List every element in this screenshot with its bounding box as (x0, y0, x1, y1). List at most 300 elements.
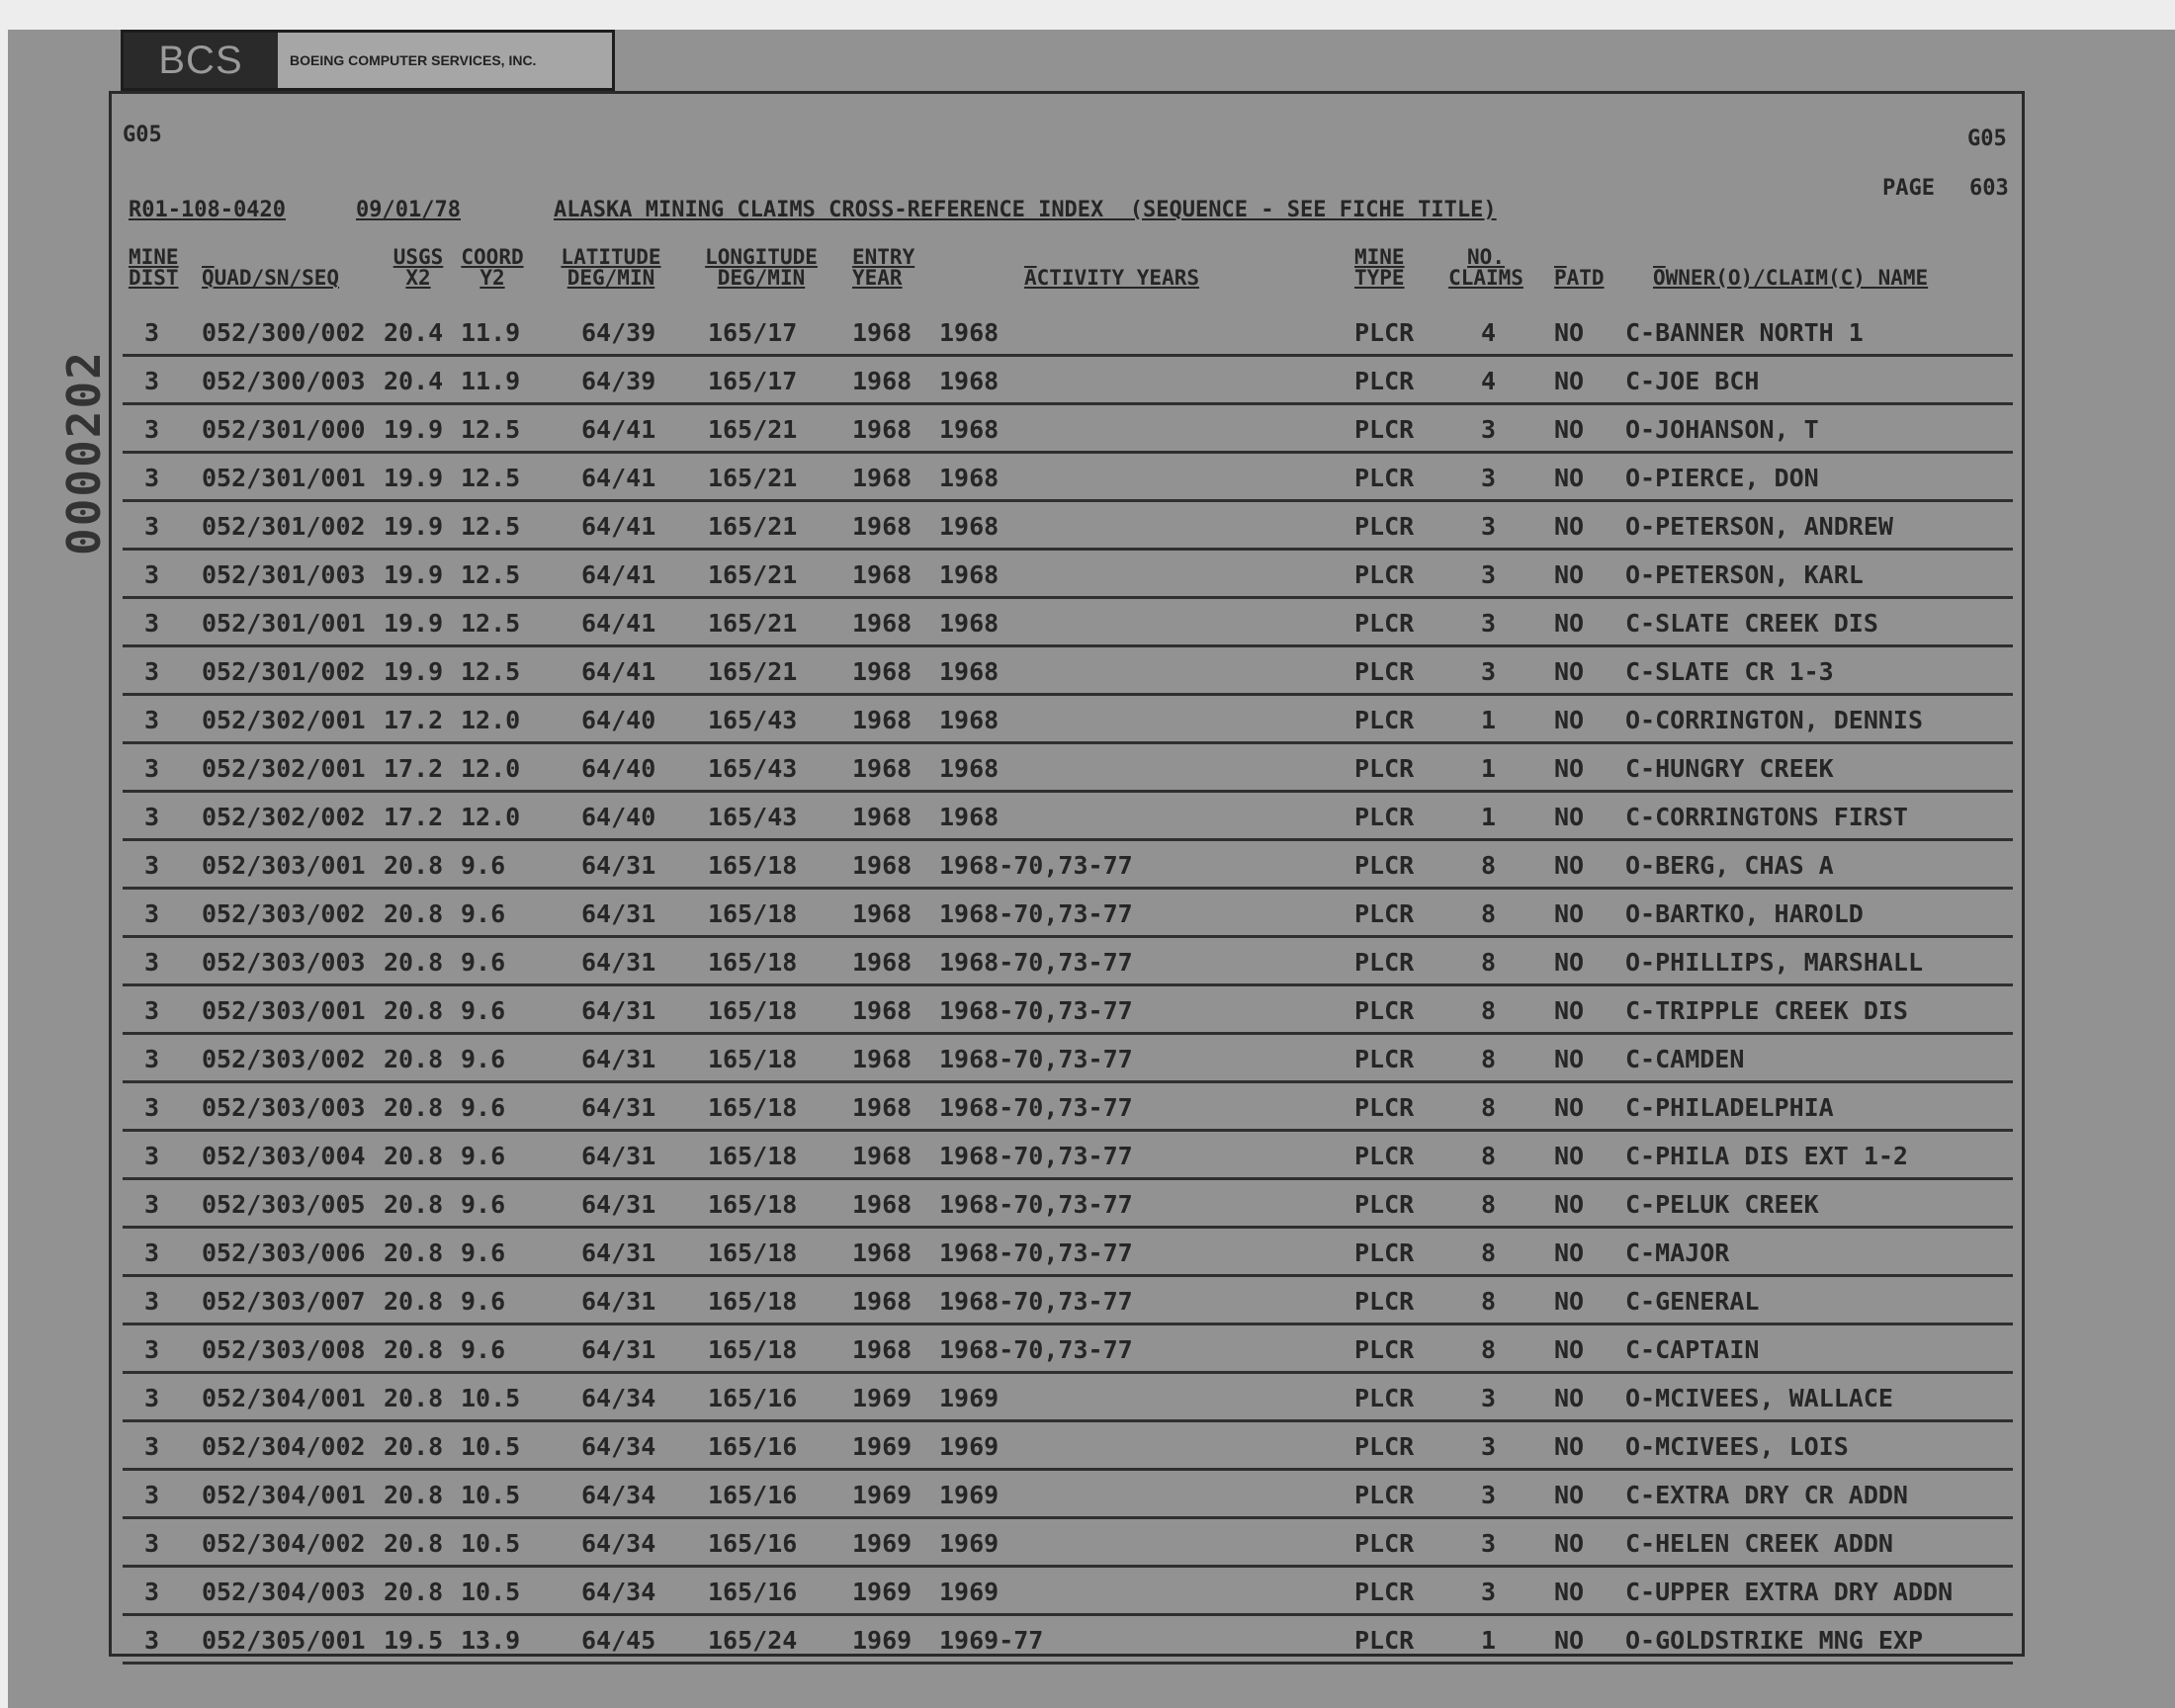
cell-quad-sn-seq: 052/303/003 (202, 948, 366, 977)
cell-no-claims: 3 (1481, 657, 1497, 686)
table-row (0, 1327, 2175, 1376)
cell-usgs-x: 20.8 (384, 851, 444, 880)
cell-quad-sn-seq: 052/302/002 (202, 803, 366, 831)
cell-latitude: 64/31 (581, 1093, 656, 1122)
cell-activity-years: 1968-70,73-77 (939, 1190, 1133, 1219)
cell-quad-sn-seq: 052/304/002 (202, 1432, 366, 1461)
cell-usgs-x: 20.8 (384, 948, 444, 977)
cell-longitude: 165/18 (708, 899, 798, 928)
cell-entry-year: 1969 (852, 1384, 913, 1412)
cell-no-claims: 8 (1481, 899, 1497, 928)
cell-longitude: 165/21 (708, 464, 798, 492)
row-rule (123, 838, 2013, 841)
cell-usgs-x: 20.8 (384, 1578, 444, 1606)
header-code-right: G05 (1967, 127, 2007, 151)
cell-longitude: 165/21 (708, 512, 798, 541)
table-row (0, 1424, 2175, 1473)
cell-owner-name: C-UPPER EXTRA DRY ADDN (1625, 1578, 1954, 1606)
row-rule (123, 1080, 2013, 1083)
cell-entry-year: 1968 (852, 657, 913, 686)
cell-quad-sn-seq: 052/303/001 (202, 996, 366, 1025)
cell-owner-name: C-PHILA DIS EXT 1-2 (1625, 1142, 1908, 1170)
cell-owner-name: O-PETERSON, ANDREW (1625, 512, 1893, 541)
cell-patd: NO (1554, 948, 1585, 977)
cell-quad-sn-seq: 052/302/001 (202, 754, 366, 783)
cell-mine-dist: 3 (144, 1481, 160, 1509)
row-rule (123, 741, 2013, 744)
cell-usgs-x: 20.8 (384, 1093, 444, 1122)
cell-coord-y: 9.6 (461, 1142, 506, 1170)
col-header-longitude: LONGITUDE DEG/MIN (705, 245, 818, 290)
table-row (0, 988, 2175, 1037)
cell-entry-year: 1968 (852, 415, 913, 444)
cell-activity-years: 1968 (939, 367, 1000, 395)
cell-patd: NO (1554, 609, 1585, 638)
cell-coord-y: 9.6 (461, 1238, 506, 1267)
cell-activity-years: 1969 (939, 1384, 1000, 1412)
table-row (0, 843, 2175, 892)
cell-mine-type: PLCR (1354, 754, 1415, 783)
cell-longitude: 165/18 (708, 1045, 798, 1073)
cell-owner-name: C-TRIPPLE CREEK DIS (1625, 996, 1908, 1025)
cell-longitude: 165/21 (708, 609, 798, 638)
cell-coord-y: 12.5 (461, 512, 521, 541)
cell-owner-name: C-HUNGRY CREEK (1625, 754, 1834, 783)
cell-activity-years: 1969-77 (939, 1626, 1044, 1655)
fiche-side-code: 0000202 (57, 350, 111, 555)
cell-mine-dist: 3 (144, 1335, 160, 1364)
cell-coord-y: 9.6 (461, 1335, 506, 1364)
cell-entry-year: 1968 (852, 512, 913, 541)
cell-activity-years: 1969 (939, 1481, 1000, 1509)
cell-coord-y: 9.6 (461, 948, 506, 977)
report-title: ALASKA MINING CLAIMS CROSS-REFERENCE INDEX (SEQUENCE - SEE FICHE TITLE) (554, 198, 1497, 222)
cell-no-claims: 3 (1481, 1578, 1497, 1606)
cell-owner-name: C-BANNER NORTH 1 (1625, 318, 1864, 347)
cell-quad-sn-seq: 052/303/005 (202, 1190, 366, 1219)
cell-activity-years: 1969 (939, 1529, 1000, 1558)
cell-owner-name: C-HELEN CREEK ADDN (1625, 1529, 1893, 1558)
cell-latitude: 64/41 (581, 609, 656, 638)
cell-entry-year: 1968 (852, 318, 913, 347)
cell-mine-type: PLCR (1354, 560, 1415, 589)
cell-activity-years: 1968 (939, 415, 1000, 444)
cell-mine-type: PLCR (1354, 1384, 1415, 1412)
bcs-logo (121, 30, 615, 91)
cell-usgs-x: 19.9 (384, 560, 444, 589)
header-code-left: G05 (123, 123, 162, 147)
cell-mine-type: PLCR (1354, 1626, 1415, 1655)
cell-patd: NO (1554, 899, 1585, 928)
cell-mine-dist: 3 (144, 754, 160, 783)
col-header-quad: QUAD/SN/SEQ (202, 266, 340, 290)
cell-mine-type: PLCR (1354, 1432, 1415, 1461)
cell-coord-y: 12.0 (461, 754, 521, 783)
cell-latitude: 64/41 (581, 464, 656, 492)
cell-owner-name: C-GENERAL (1625, 1287, 1760, 1316)
cell-longitude: 165/16 (708, 1384, 798, 1412)
cell-latitude: 64/41 (581, 512, 656, 541)
cell-activity-years: 1969 (939, 1578, 1000, 1606)
cell-no-claims: 8 (1481, 1045, 1497, 1073)
cell-activity-years: 1968-70,73-77 (939, 948, 1133, 977)
cell-no-claims: 8 (1481, 996, 1497, 1025)
cell-mine-dist: 3 (144, 512, 160, 541)
cell-quad-sn-seq: 052/301/002 (202, 657, 366, 686)
cell-latitude: 64/40 (581, 754, 656, 783)
cell-activity-years: 1968-70,73-77 (939, 899, 1133, 928)
cell-latitude: 64/31 (581, 851, 656, 880)
cell-no-claims: 8 (1481, 1093, 1497, 1122)
cell-quad-sn-seq: 052/301/000 (202, 415, 366, 444)
cell-entry-year: 1968 (852, 1045, 913, 1073)
cell-latitude: 64/31 (581, 1238, 656, 1267)
cell-no-claims: 1 (1481, 706, 1497, 734)
cell-usgs-x: 19.9 (384, 657, 444, 686)
cell-entry-year: 1968 (852, 1335, 913, 1364)
cell-mine-dist: 3 (144, 1626, 160, 1655)
cell-latitude: 64/31 (581, 948, 656, 977)
cell-longitude: 165/21 (708, 415, 798, 444)
cell-no-claims: 8 (1481, 1287, 1497, 1316)
cell-mine-dist: 3 (144, 851, 160, 880)
cell-mine-dist: 3 (144, 899, 160, 928)
cell-longitude: 165/18 (708, 948, 798, 977)
cell-mine-type: PLCR (1354, 512, 1415, 541)
cell-no-claims: 8 (1481, 1142, 1497, 1170)
cell-longitude: 165/21 (708, 657, 798, 686)
cell-mine-type: PLCR (1354, 803, 1415, 831)
cell-longitude: 165/17 (708, 318, 798, 347)
cell-owner-name: C-JOE BCH (1625, 367, 1760, 395)
cell-usgs-x: 20.8 (384, 1432, 444, 1461)
cell-activity-years: 1969 (939, 1432, 1000, 1461)
cell-mine-dist: 3 (144, 1432, 160, 1461)
cell-patd: NO (1554, 318, 1585, 347)
table-row (0, 1618, 2175, 1666)
cell-longitude: 165/18 (708, 851, 798, 880)
cell-quad-sn-seq: 052/300/002 (202, 318, 366, 347)
cell-coord-y: 12.5 (461, 657, 521, 686)
row-rule (123, 1565, 2013, 1568)
cell-usgs-x: 17.2 (384, 803, 444, 831)
cell-latitude: 64/34 (581, 1481, 656, 1509)
cell-longitude: 165/17 (708, 367, 798, 395)
cell-entry-year: 1968 (852, 367, 913, 395)
cell-coord-y: 13.9 (461, 1626, 521, 1655)
cell-entry-year: 1968 (852, 1190, 913, 1219)
col-header-coord-y: COORD Y2 (461, 245, 524, 290)
row-rule (123, 1032, 2013, 1035)
table-row (0, 649, 2175, 698)
cell-longitude: 165/18 (708, 1093, 798, 1122)
cell-mine-dist: 3 (144, 1142, 160, 1170)
table-row (0, 407, 2175, 456)
page-label: PAGE (1882, 176, 1935, 201)
table-row (0, 601, 2175, 649)
cell-patd: NO (1554, 1093, 1585, 1122)
row-rule (123, 548, 2013, 551)
table-row (0, 1037, 2175, 1085)
cell-usgs-x: 20.4 (384, 367, 444, 395)
cell-activity-years: 1968-70,73-77 (939, 996, 1133, 1025)
cell-mine-type: PLCR (1354, 415, 1415, 444)
cell-entry-year: 1968 (852, 803, 913, 831)
company-name: BOEING COMPUTER SERVICES, INC. (290, 52, 537, 68)
cell-usgs-x: 20.8 (384, 1481, 444, 1509)
cell-latitude: 64/40 (581, 706, 656, 734)
cell-coord-y: 12.5 (461, 415, 521, 444)
cell-coord-y: 9.6 (461, 899, 506, 928)
cell-owner-name: O-BARTKO, HAROLD (1625, 899, 1864, 928)
table-row (0, 1570, 2175, 1618)
cell-usgs-x: 20.8 (384, 1238, 444, 1267)
cell-patd: NO (1554, 1529, 1585, 1558)
cell-patd: NO (1554, 1432, 1585, 1461)
cell-quad-sn-seq: 052/305/001 (202, 1626, 366, 1655)
report-id: R01-108-0420 (129, 198, 286, 222)
table-row (0, 504, 2175, 553)
row-rule (123, 887, 2013, 890)
col-header-activity-years: ACTIVITY YEARS (1024, 266, 1200, 290)
cell-activity-years: 1968 (939, 318, 1000, 347)
cell-owner-name: C-PHILADELPHIA (1625, 1093, 1834, 1122)
cell-mine-type: PLCR (1354, 1529, 1415, 1558)
col-header-usgs-x: USGS X2 (392, 245, 444, 290)
table-row (0, 1521, 2175, 1570)
row-rule (123, 1323, 2013, 1325)
cell-usgs-x: 20.8 (384, 1384, 444, 1412)
cell-no-claims: 8 (1481, 1238, 1497, 1267)
cell-quad-sn-seq: 052/302/001 (202, 706, 366, 734)
cell-usgs-x: 17.2 (384, 706, 444, 734)
row-rule (123, 1226, 2013, 1229)
table-row (0, 359, 2175, 407)
cell-coord-y: 11.9 (461, 367, 521, 395)
cell-activity-years: 1968 (939, 512, 1000, 541)
cell-patd: NO (1554, 1190, 1585, 1219)
row-rule (123, 1662, 2013, 1665)
cell-owner-name: O-JOHANSON, T (1625, 415, 1819, 444)
cell-patd: NO (1554, 415, 1585, 444)
table-row (0, 698, 2175, 746)
cell-longitude: 165/18 (708, 1190, 798, 1219)
cell-mine-type: PLCR (1354, 1093, 1415, 1122)
cell-mine-dist: 3 (144, 609, 160, 638)
cell-no-claims: 3 (1481, 1384, 1497, 1412)
cell-no-claims: 4 (1481, 318, 1497, 347)
cell-activity-years: 1968-70,73-77 (939, 1045, 1133, 1073)
cell-owner-name: O-PHILLIPS, MARSHALL (1625, 948, 1924, 977)
row-rule (123, 693, 2013, 696)
cell-quad-sn-seq: 052/304/001 (202, 1481, 366, 1509)
cell-activity-years: 1968-70,73-77 (939, 851, 1133, 880)
cell-mine-type: PLCR (1354, 1335, 1415, 1364)
cell-patd: NO (1554, 1384, 1585, 1412)
cell-no-claims: 8 (1481, 851, 1497, 880)
cell-activity-years: 1968 (939, 464, 1000, 492)
cell-patd: NO (1554, 1238, 1585, 1267)
cell-no-claims: 1 (1481, 1626, 1497, 1655)
cell-mine-type: PLCR (1354, 657, 1415, 686)
table-row (0, 553, 2175, 601)
cell-latitude: 64/34 (581, 1384, 656, 1412)
cell-entry-year: 1968 (852, 609, 913, 638)
table-row (0, 310, 2175, 359)
cell-patd: NO (1554, 851, 1585, 880)
cell-longitude: 165/16 (708, 1578, 798, 1606)
cell-coord-y: 9.6 (461, 1190, 506, 1219)
cell-mine-type: PLCR (1354, 1045, 1415, 1073)
cell-coord-y: 9.6 (461, 1093, 506, 1122)
cell-latitude: 64/31 (581, 996, 656, 1025)
table-row (0, 746, 2175, 795)
cell-longitude: 165/18 (708, 1142, 798, 1170)
cell-latitude: 64/31 (581, 1287, 656, 1316)
cell-coord-y: 11.9 (461, 318, 521, 347)
cell-latitude: 64/31 (581, 1045, 656, 1073)
cell-owner-name: C-SLATE CR 1-3 (1625, 657, 1834, 686)
cell-no-claims: 3 (1481, 464, 1497, 492)
cell-mine-type: PLCR (1354, 367, 1415, 395)
cell-activity-years: 1968-70,73-77 (939, 1142, 1133, 1170)
cell-latitude: 64/40 (581, 803, 656, 831)
cell-coord-y: 10.5 (461, 1481, 521, 1509)
cell-longitude: 165/43 (708, 803, 798, 831)
col-header-no-claims: NO. CLAIMS (1448, 245, 1523, 290)
cell-quad-sn-seq: 052/303/007 (202, 1287, 366, 1316)
cell-mine-type: PLCR (1354, 318, 1415, 347)
cell-entry-year: 1968 (852, 948, 913, 977)
cell-entry-year: 1968 (852, 754, 913, 783)
cell-latitude: 64/34 (581, 1432, 656, 1461)
cell-no-claims: 3 (1481, 1481, 1497, 1509)
cell-mine-dist: 3 (144, 367, 160, 395)
cell-latitude: 64/31 (581, 899, 656, 928)
cell-quad-sn-seq: 052/304/001 (202, 1384, 366, 1412)
cell-usgs-x: 20.8 (384, 1190, 444, 1219)
cell-usgs-x: 19.9 (384, 512, 444, 541)
cell-activity-years: 1968 (939, 803, 1000, 831)
cell-longitude: 165/18 (708, 1335, 798, 1364)
table-row (0, 892, 2175, 940)
cell-coord-y: 10.5 (461, 1529, 521, 1558)
cell-patd: NO (1554, 657, 1585, 686)
col-header-latitude: LATITUDE DEG/MIN (561, 245, 661, 290)
cell-owner-name: C-MAJOR (1625, 1238, 1730, 1267)
cell-owner-name: O-BERG, CHAS A (1625, 851, 1834, 880)
cell-patd: NO (1554, 1142, 1585, 1170)
cell-longitude: 165/43 (708, 754, 798, 783)
row-rule (123, 1177, 2013, 1180)
cell-entry-year: 1968 (852, 996, 913, 1025)
cell-mine-type: PLCR (1354, 996, 1415, 1025)
cell-no-claims: 3 (1481, 609, 1497, 638)
page-number: 603 (1969, 176, 2009, 201)
cell-latitude: 64/41 (581, 560, 656, 589)
col-header-patd: PATD (1554, 266, 1605, 290)
cell-mine-dist: 3 (144, 560, 160, 589)
row-rule (123, 1371, 2013, 1374)
cell-usgs-x: 20.8 (384, 1529, 444, 1558)
row-rule (123, 1468, 2013, 1471)
cell-mine-dist: 3 (144, 948, 160, 977)
cell-latitude: 64/34 (581, 1578, 656, 1606)
cell-quad-sn-seq: 052/301/001 (202, 464, 366, 492)
cell-entry-year: 1968 (852, 560, 913, 589)
cell-usgs-x: 19.9 (384, 415, 444, 444)
cell-patd: NO (1554, 1335, 1585, 1364)
cell-longitude: 165/18 (708, 1287, 798, 1316)
cell-mine-dist: 3 (144, 1045, 160, 1073)
table-row (0, 456, 2175, 504)
cell-mine-dist: 3 (144, 1578, 160, 1606)
table-row (0, 1182, 2175, 1231)
cell-patd: NO (1554, 1578, 1585, 1606)
cell-latitude: 64/39 (581, 318, 656, 347)
cell-patd: NO (1554, 560, 1585, 589)
cell-quad-sn-seq: 052/303/002 (202, 1045, 366, 1073)
cell-mine-type: PLCR (1354, 899, 1415, 928)
cell-no-claims: 8 (1481, 1335, 1497, 1364)
cell-coord-y: 9.6 (461, 1045, 506, 1073)
cell-entry-year: 1968 (852, 1093, 913, 1122)
bcs-logo-mark: BCS (124, 33, 278, 88)
table-row (0, 1376, 2175, 1424)
cell-quad-sn-seq: 052/303/008 (202, 1335, 366, 1364)
cell-owner-name: O-CORRINGTON, DENNIS (1625, 706, 1924, 734)
cell-quad-sn-seq: 052/303/004 (202, 1142, 366, 1170)
cell-owner-name: O-PETERSON, KARL (1625, 560, 1864, 589)
cell-usgs-x: 17.2 (384, 754, 444, 783)
cell-no-claims: 1 (1481, 803, 1497, 831)
cell-mine-type: PLCR (1354, 851, 1415, 880)
cell-mine-dist: 3 (144, 657, 160, 686)
cell-activity-years: 1968-70,73-77 (939, 1093, 1133, 1122)
cell-latitude: 64/34 (581, 1529, 656, 1558)
cell-latitude: 64/41 (581, 415, 656, 444)
cell-activity-years: 1968 (939, 706, 1000, 734)
cell-mine-dist: 3 (144, 318, 160, 347)
cell-patd: NO (1554, 512, 1585, 541)
cell-quad-sn-seq: 052/301/002 (202, 512, 366, 541)
cell-coord-y: 12.0 (461, 803, 521, 831)
cell-coord-y: 9.6 (461, 851, 506, 880)
cell-coord-y: 9.6 (461, 996, 506, 1025)
col-header-owner: OWNER(O)/CLAIM(C) NAME (1653, 266, 1929, 290)
cell-usgs-x: 19.5 (384, 1626, 444, 1655)
cell-patd: NO (1554, 1287, 1585, 1316)
cell-mine-dist: 3 (144, 1287, 160, 1316)
report-date: 09/01/78 (356, 198, 461, 222)
cell-entry-year: 1968 (852, 899, 913, 928)
cell-no-claims: 3 (1481, 1432, 1497, 1461)
cell-quad-sn-seq: 052/300/003 (202, 367, 366, 395)
cell-latitude: 64/31 (581, 1190, 656, 1219)
row-rule (123, 1419, 2013, 1422)
cell-longitude: 165/21 (708, 560, 798, 589)
cell-mine-type: PLCR (1354, 948, 1415, 977)
cell-mine-type: PLCR (1354, 706, 1415, 734)
cell-no-claims: 3 (1481, 1529, 1497, 1558)
cell-quad-sn-seq: 052/303/001 (202, 851, 366, 880)
col-header-entry-year: ENTRY YEAR (852, 245, 915, 290)
table-row (0, 1231, 2175, 1279)
cell-owner-name: C-EXTRA DRY CR ADDN (1625, 1481, 1908, 1509)
cell-longitude: 165/18 (708, 996, 798, 1025)
cell-activity-years: 1968 (939, 560, 1000, 589)
cell-usgs-x: 20.8 (384, 1287, 444, 1316)
